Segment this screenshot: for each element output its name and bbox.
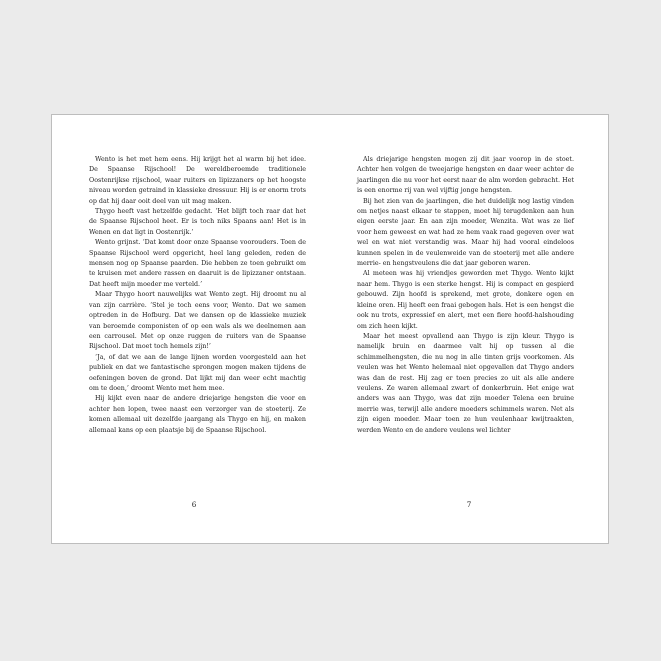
left-paragraph: Wento is het met hem eens. Hij krijgt het al warm bij het idee. De Spaanse Rijschool! De wereldberoemde traditionele Oostenrijkse rijschool, waar ruiters en lipizzaners op het hoogste niveau worden getraind in klassieke dressuur. Hij is er enorm trots op dat hij daar ooit deel van uit mag maken. <box>89 156 306 205</box>
right-paragraph: Bij het zien van de jaarlingen, die het duidelijk nog lastig vinden om netjes naast elkaar te stappen, moet hij terugdenken aan hun eigen eerste jaar. En aan zijn moeder, Wenzita. Wat was ze lief voor hem geweest en wat had ze hem vaak raad gegeven over wat wel en wat niet verstandig was. Maar hij had vooral eindeloos kunnen spelen in de veulenweide van de stoeterij met alle andere merrie- en hengstveulens die dat jaar geboren waren. <box>357 197 574 268</box>
left-page-text <box>89 155 306 436</box>
right-paragraph: Als driejarige hengsten mogen zij dit jaar voorop in de stoet. Achter hen volgen de tweejarige hengsten en daar weer achter de jaarlingen die nu voor het eerst naar de alm worden gebracht. Het is een enorme rij van wel vijftig jonge hengsten. <box>357 156 574 195</box>
left-paragraph: Maar Thygo hoort nauwelijks wat Wento zegt. Hij droomt nu al van zijn carrière. ‘Stel je toch eens voor, Wento. Dat we samen optreden in de Hofburg. Dat we dansen op de klassieke muziek van beroemde componisten of op een wals als we deelnemen aan een carrousel. Met op onze ruggen de ruiters van de Spaanse Rijschool. Dat moet toch hemels zijn!’ <box>89 291 306 351</box>
right-page-text <box>357 155 574 436</box>
left-paragraph: Wento grijnst. ‘Dat komt door onze Spaanse voorouders. Toen de Spaanse Rijschool werd opgericht, heel lang geleden, reden de mensen nog op Spaanse paarden. Die hebben ze toen gebruikt om te kruisen met andere rassen en daaruit is de lipizzaner ontstaan. Dat heeft mijn moeder me verteld.’ <box>89 239 306 288</box>
right-paragraph: Maar het meest opvallend aan Thygo is zijn kleur. Thygo is namelijk bruin en daarmee valt hij op tussen al die schimmelhengsten, die nu nog in alle tinten grijs voorkomen. Als veulen was het Wento helemaal niet opgevallen dat Thygo anders was dan de rest. Hij zag er toen precies zo uit als alle andere veulens. Ze waren allemaal zwart of donkerbruin. Het enige wat anders was aan Thygo, was dat zijn moeder Telena een bruine merrie was, terwijl alle andere moeders schimmels waren. Net als zijn eigen moeder. Maar toen ze hun veulenhaar kwijtraakten, werden Wento en de andere veulens wel lichter <box>357 332 574 434</box>
book-spread <box>51 114 609 544</box>
right-page-number: 7 <box>466 500 472 509</box>
left-paragraph: Thygo heeft vast hetzelfde gedacht. ‘Het blijft toch raar dat het de Spaanse Rijschool heet. Er is toch niks Spaans aan! Het is in Wenen en dat ligt in Oostenrijk.’ <box>89 208 306 236</box>
left-paragraph: Hij kijkt even naar de andere driejarige hengsten die voor en achter hen lopen, twee naast een verzorger van de stoeterij. Ze komen allemaal uit dezelfde jaargang als Thygo en hij, en maken allemaal kans op een plaatsje bij de Spaanse Rijschool. <box>89 395 306 434</box>
left-paragraph: ‘Ja, of dat we aan de lange lijnen worden voorgesteld aan het publiek en dat we fantastische sprongen mogen maken tijdens de oefeningen boven de grond. Dat lijkt mij dan weer echt machtig om te doen,’ droomt Wento met hem mee. <box>89 353 306 392</box>
left-page-number: 6 <box>191 500 197 509</box>
right-paragraph: Al meteen was hij vriendjes geworden met Thygo. Wento kijkt naar hem. Thygo is een sterke hengst. Hij is compact en gespierd gebouwd. Zijn hoofd is sprekend, met grote, donkere ogen en kleine oren. Hij heeft een fraai gebogen hals. Het is een hengst die ook nu trots, expressief en alert, met een fiere hoofd-halshouding om zich heen kijkt. <box>357 270 574 330</box>
